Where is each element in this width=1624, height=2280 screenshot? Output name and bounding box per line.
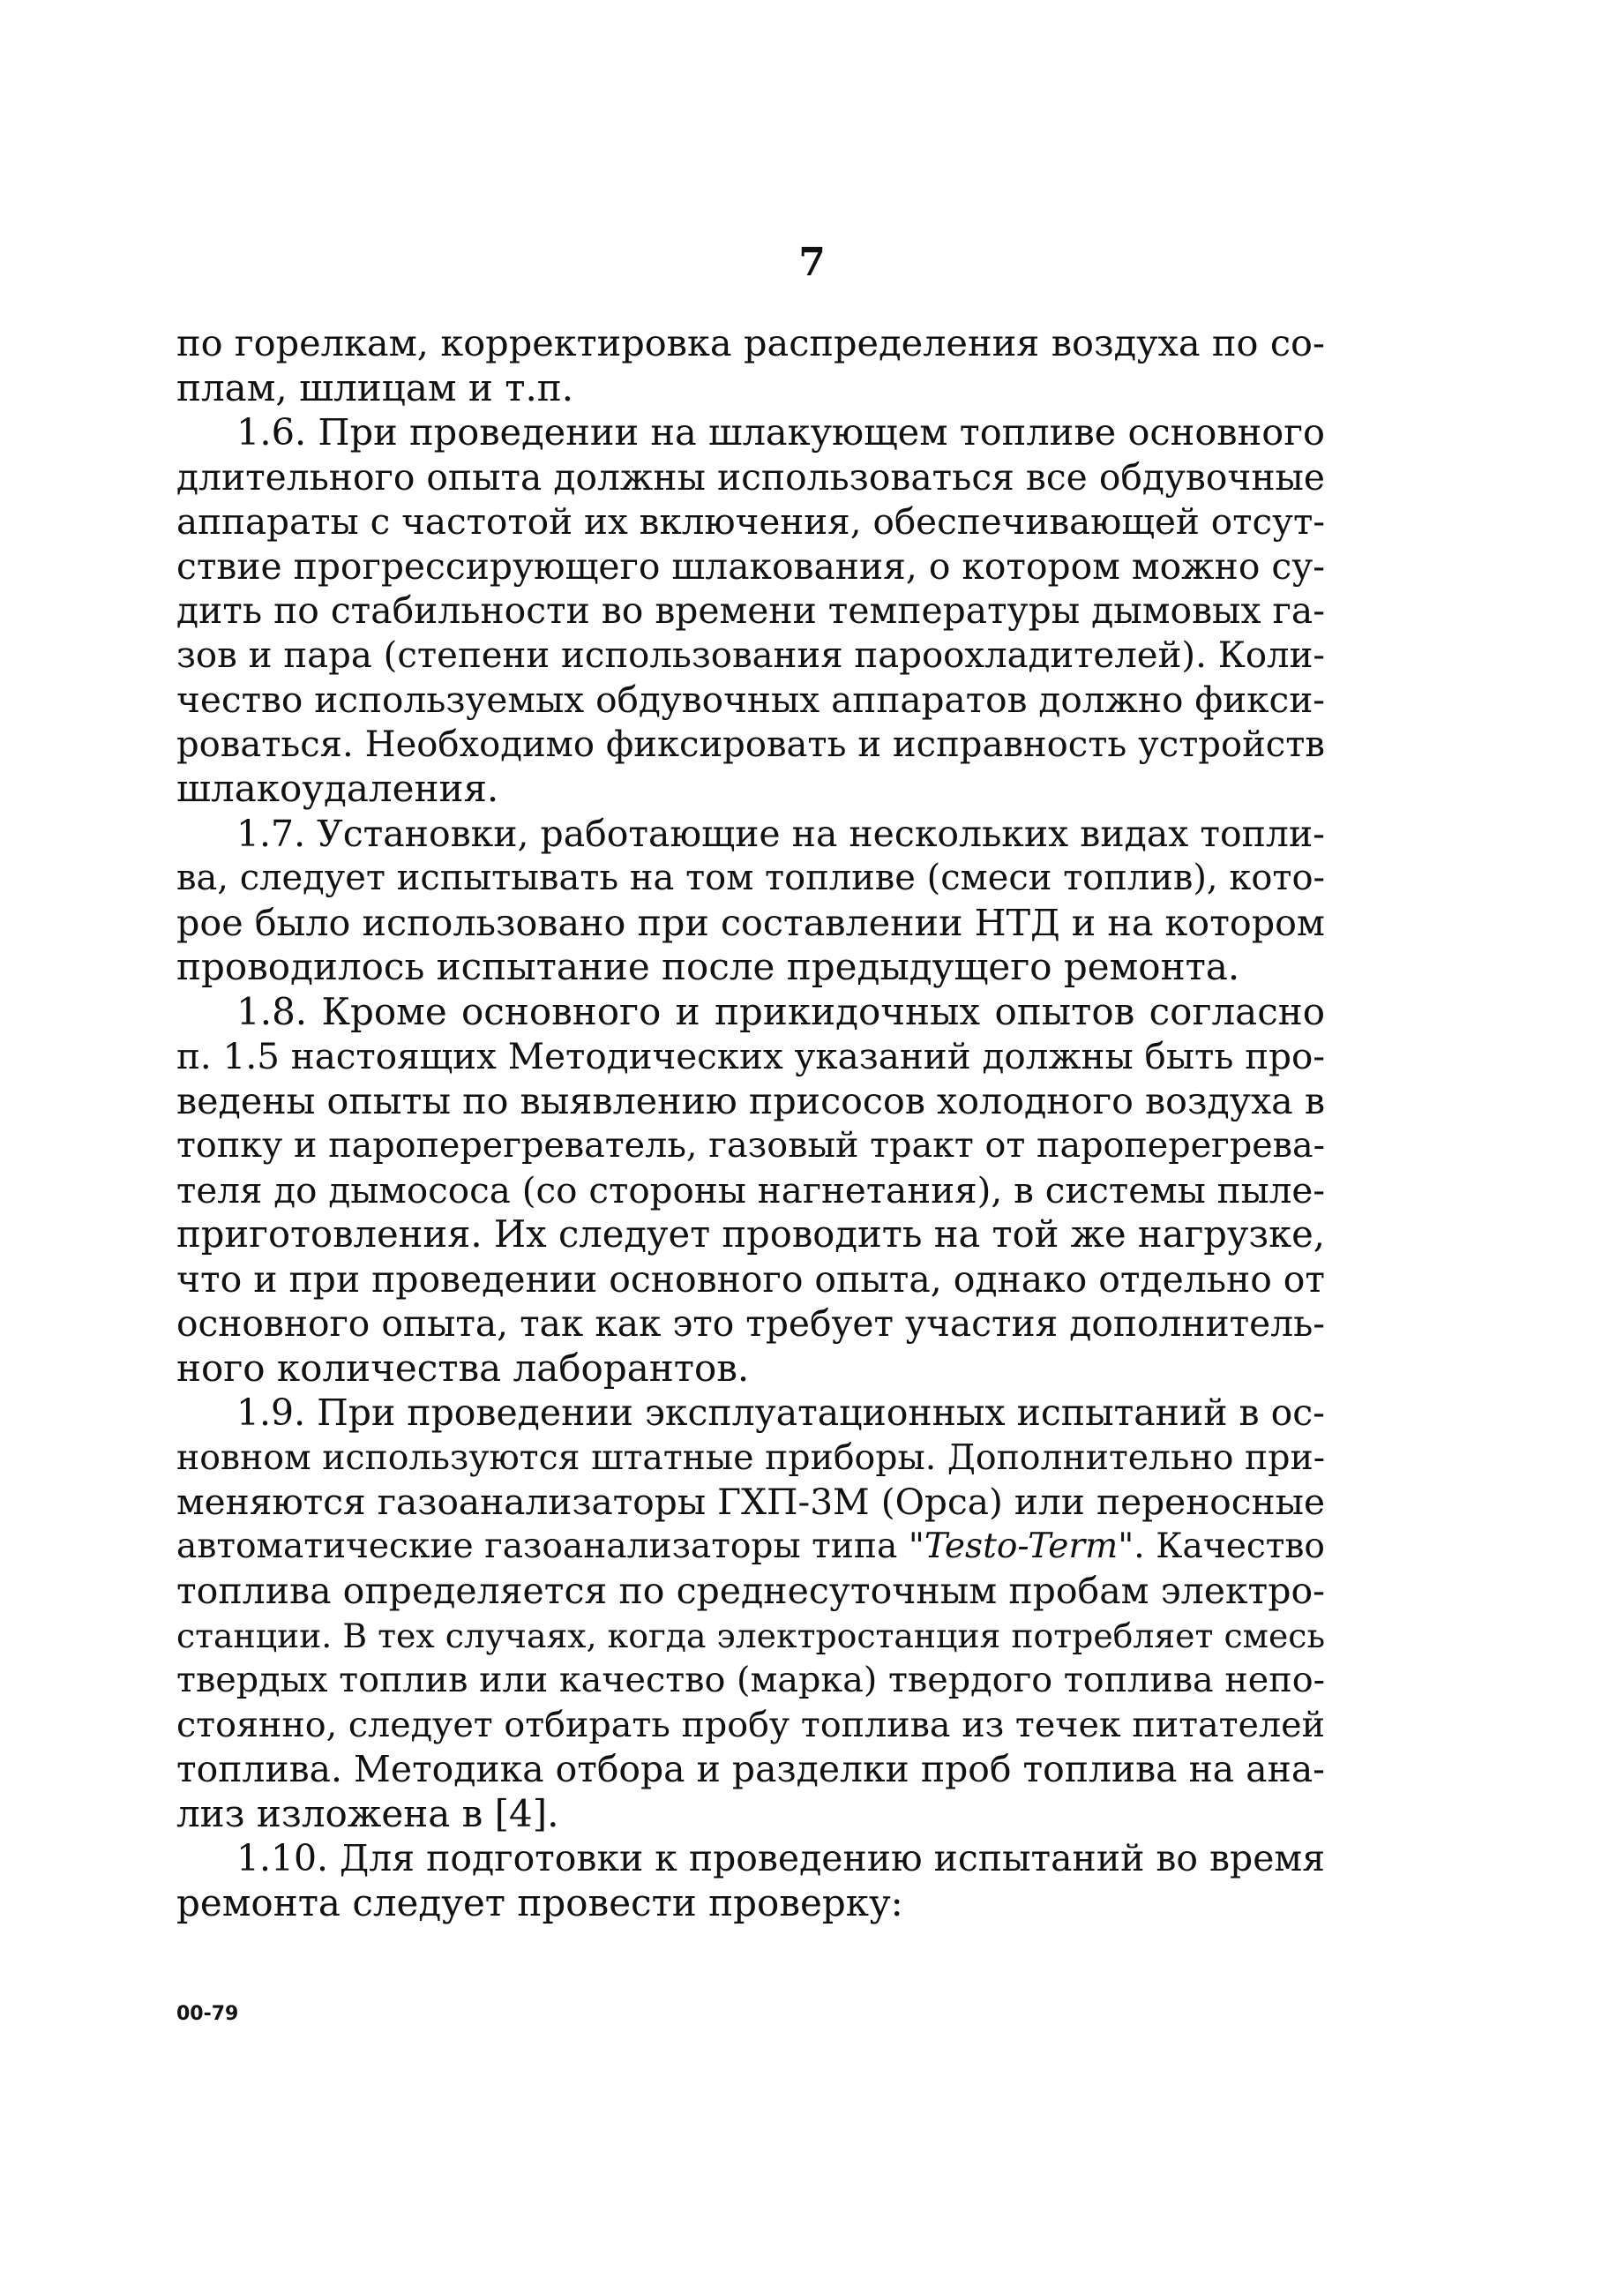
text-line: топку и пароперегреватель, газовый тракт от пароперегрева- <box>176 1125 1325 1166</box>
text-line: рое было использовано при составлении НТД и на котором <box>176 901 1325 944</box>
text-line: шлакоудаления. <box>176 767 499 810</box>
text-line: основного опыта, так как это требует участия дополнитель- <box>176 1302 1325 1345</box>
text-line: топлива. Методика отбора и разделки проб топлива на ана- <box>176 1748 1325 1790</box>
text-line: по горелкам, корректировка распределения воздуха по со- <box>176 322 1325 364</box>
text-line: 1.10. Для подготовки к проведению испытаний во время <box>236 1837 1325 1879</box>
text-line: длительного опыта должны использоваться все обдувочные <box>176 455 1325 499</box>
body-text <box>176 321 1325 1925</box>
text-line: плам, шлицам и т.п. <box>176 365 574 409</box>
text-line: 1.7. Установки, работающие на нескольких видах топли- <box>236 812 1325 855</box>
text-segment: автоматические газоанализаторы типа " <box>176 1526 924 1566</box>
text-segment: ". Качество <box>1118 1526 1325 1566</box>
text-line: роваться. Необходимо фиксировать и исправность устройств <box>176 724 1325 765</box>
text-line: теля до дымососа (со стороны нагнетания), в системы пыле- <box>176 1168 1325 1211</box>
text-line: дить по стабильности во времени температуры дымовых га- <box>176 589 1325 632</box>
text-line: ного количества лаборантов. <box>176 1346 750 1390</box>
text-line: новном используются штатные приборы. Дополнительно при- <box>176 1436 1325 1478</box>
footer-code: 00-79 <box>176 2003 239 2025</box>
text-line: стоянно, следует отбирать пробу топлива из течек питателей <box>176 1704 1325 1745</box>
text-line: п. 1.5 настоящих Методических указаний должны быть про- <box>176 1035 1325 1077</box>
italic-term: Testo-Term <box>924 1526 1119 1566</box>
text-line: зов и пара (степени использования пароохладителей). Коли- <box>176 634 1325 676</box>
text-line: ствие прогрессирующего шлакования, о котором можно су- <box>176 544 1325 588</box>
text-line <box>176 1525 1325 1570</box>
text-line: топлива определяется по среднесуточным пробам электро- <box>176 1570 1325 1612</box>
text-line: лиз изложена в [4]. <box>176 1791 559 1835</box>
text-line: ремонта следует провести проверку: <box>176 1880 903 1924</box>
text-line: проводилось испытание после предыдущего ремонта. <box>176 945 1240 988</box>
text-line: 1.8. Кроме основного и прикидочных опытов согласно <box>236 989 1325 1033</box>
text-line: станции. В тех случаях, когда электростанция потребляет смесь <box>176 1616 1325 1655</box>
text-line: меняются газоанализаторы ГХП-3М (Орса) или переносные <box>176 1481 1325 1523</box>
text-line: приготовления. Их следует проводить на той же нагрузке, <box>176 1212 1325 1256</box>
page-number: 7 <box>798 240 826 285</box>
text-line: ва, следует испытывать на том топливе (смеси топлив), кото- <box>176 858 1325 898</box>
text-line: что и при проведении основного опыта, однако отдельно от <box>176 1257 1325 1301</box>
text-line: 1.9. При проведении эксплуатационных испытаний в ос- <box>236 1391 1325 1434</box>
text-line: твердых топлив или качество (марка) твердого топлива непо- <box>176 1660 1325 1700</box>
text-line: ведены опыты по выявлению присосов холодного воздуха в <box>176 1079 1325 1122</box>
text-line: 1.6. При проведении на шлакующем топливе основного <box>236 410 1325 454</box>
text-line: чество используемых обдувочных аппаратов должно фикси- <box>176 679 1325 721</box>
text-line: аппараты с частотой их включения, обеспечивающей отсут- <box>176 500 1325 543</box>
